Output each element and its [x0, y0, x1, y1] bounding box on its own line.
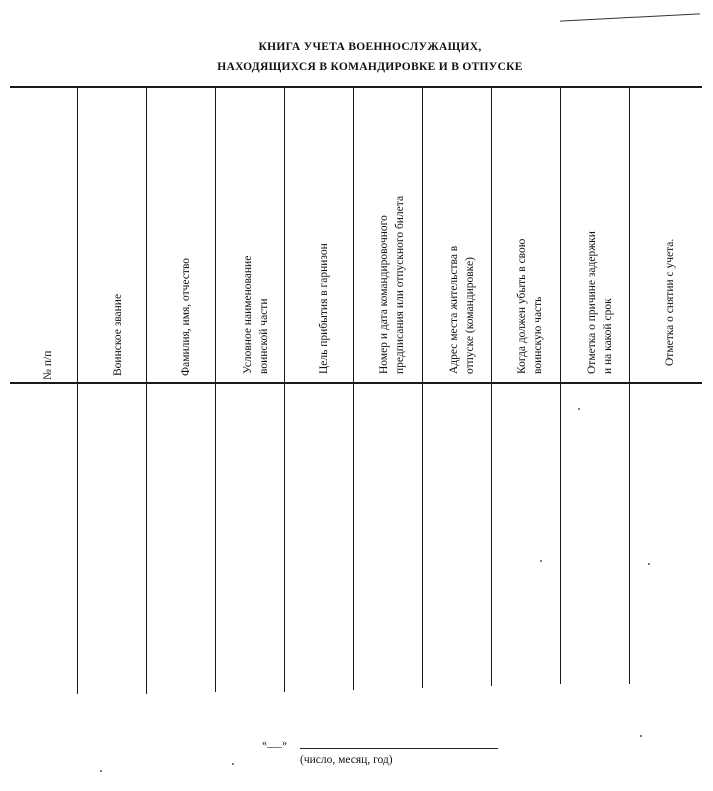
scan-speck	[640, 735, 642, 737]
column-divider	[284, 88, 285, 692]
column-header-purpose: Цель прибытия в гарнизон	[318, 243, 330, 374]
column-header-address: Адрес места жительства в отпуске (командировке)	[448, 245, 476, 374]
table-header-bottom-border	[10, 382, 702, 384]
column-divider	[629, 88, 630, 684]
table-top-border	[10, 86, 702, 88]
column-divider	[77, 88, 78, 694]
scan-speck	[648, 563, 650, 565]
column-divider	[491, 88, 492, 686]
column-header-order-number: Номер и дата командировочного предписания или отпускного билета	[378, 195, 406, 374]
scan-stroke	[560, 13, 700, 21]
column-header-rank: Воинское звание	[112, 293, 124, 376]
document-title-line2: НАХОДЯЩИХСЯ В КОМАНДИРОВКЕ И В ОТПУСКЕ	[217, 61, 523, 73]
document-title-line1: КНИГА УЧЕТА ВОЕННОСЛУЖАЩИХ,	[258, 41, 482, 53]
date-caption: (число, месяц, год)	[300, 754, 393, 766]
column-divider	[215, 88, 216, 692]
scan-speck	[232, 763, 234, 765]
date-underline	[300, 748, 498, 749]
scan-speck	[540, 560, 542, 562]
scan-speck	[100, 770, 102, 772]
column-header-unit-name: Условное наименование воинской части	[242, 255, 270, 374]
column-header-delay-reason: Отметка о причине задержки и на какой срок	[586, 231, 614, 374]
column-divider	[146, 88, 147, 694]
column-divider	[422, 88, 423, 688]
column-header-departure: Когда должен убыть в свою воинскую часть	[516, 238, 544, 374]
column-divider	[353, 88, 354, 690]
date-placeholder: «___»	[262, 738, 287, 749]
scan-speck	[578, 408, 580, 410]
column-header-deregistration: Отметка о снятии с учета.	[664, 238, 676, 366]
column-divider	[560, 88, 561, 684]
column-header-full-name: Фамилия, имя, отчество	[180, 257, 192, 376]
column-header-number: № п/п	[42, 350, 54, 380]
